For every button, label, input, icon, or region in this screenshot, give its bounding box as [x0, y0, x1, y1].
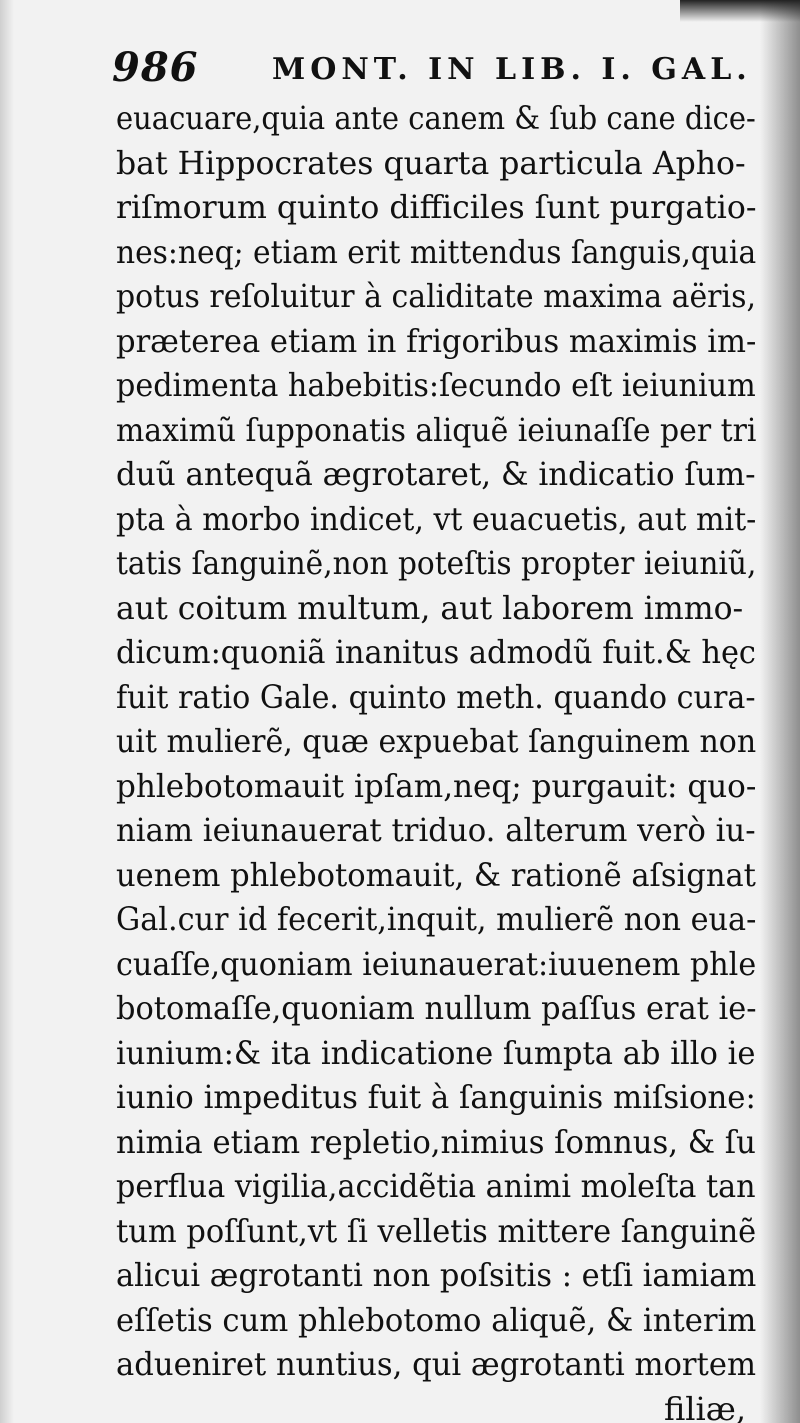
text-line: præterea etiam in frigoribus maximis im- — [116, 321, 757, 360]
text-line: nes:neq; etiam erit mittendus ſanguis,quia — [116, 232, 757, 271]
text-line: pedimenta habebitis:ſecundo eſt ieiunium — [116, 366, 756, 404]
text-line: riſmorum quinto difficiles ſunt purgatio- — [116, 188, 757, 226]
text-line: potus reſoluitur à caliditate maxima aëris, — [116, 277, 756, 315]
page-gutter-shadow — [0, 0, 14, 1423]
text-line: botomaſſe,quoniam nullum paſſus erat ie- — [116, 989, 757, 1027]
text-line: duũ antequã ægrotaret, & indicatio ſum- — [116, 455, 756, 493]
text-line: cuaſſe,quoniam ieiunauerat:iuuenem phle — [116, 944, 757, 983]
running-head: MONT. IN LIB. I. GAL. — [272, 52, 752, 87]
text-line: adueniret nuntius, qui ægrotanti mortem — [116, 1345, 756, 1383]
page-corner-shadow — [680, 0, 800, 22]
body-text — [116, 96, 766, 1423]
text-line: Gal.cur id fecerit,inquit, mulierẽ non eua- — [116, 900, 757, 938]
page-header — [112, 40, 752, 100]
text-line: iunio impeditus fuit à ſanguinis miſsione: — [116, 1078, 756, 1116]
text-line: uenem phlebotomauit, & rationẽ aſsignat — [116, 855, 756, 894]
text-line: pta à morbo indicet, vt euacuetis, aut mit- — [116, 499, 757, 538]
text-line: alicui ægrotanti non poſsitis : etſi iamiam — [116, 1256, 757, 1294]
text-line: iunium:& ita indicatione ſumpta ab illo ie — [116, 1033, 756, 1072]
text-line: niam ieiunauerat triduo. alterum verò iu- — [116, 811, 756, 849]
text-line: nimia etiam repletio,nimius ſomnus, & ſu — [116, 1122, 756, 1161]
text-line: perflua vigilia,accidẽtia animi moleſta tan — [116, 1167, 756, 1205]
page-number: 986 — [112, 44, 199, 91]
text-line: euacuare,quia ante canem & ſub cane dice- — [116, 99, 756, 137]
text-line: dicum:quoniã inanitus admodũ fuit.& hęc — [116, 633, 756, 671]
text-line: eſſetis cum phlebotomo aliquẽ, & interim — [116, 1300, 757, 1339]
text-line: phlebotomauit ipſam,neq; purgauit: quo- — [116, 766, 757, 805]
page-edge-shadow — [760, 0, 800, 1423]
text-line: maximũ ſupponatis aliquẽ ieiunaſſe per tri — [116, 410, 757, 449]
catchword: filiæ, — [663, 1389, 746, 1423]
text-line: fuit ratio Gale. quinto meth. quando cura- — [116, 677, 756, 716]
text-line: uit mulierẽ, quæ expuebat ſanguinem non — [116, 722, 757, 760]
text-line: bat Hippocrates quarta particula Apho- — [116, 143, 746, 182]
text-line: tatis ſanguinẽ,non poteſtis propter ieiuniũ, — [116, 544, 757, 582]
text-line: aut coitum multum, aut laborem immo- — [116, 588, 744, 627]
text-line: tum poſſunt,vt ſi velletis mittere ſanguinẽ — [116, 1211, 757, 1250]
